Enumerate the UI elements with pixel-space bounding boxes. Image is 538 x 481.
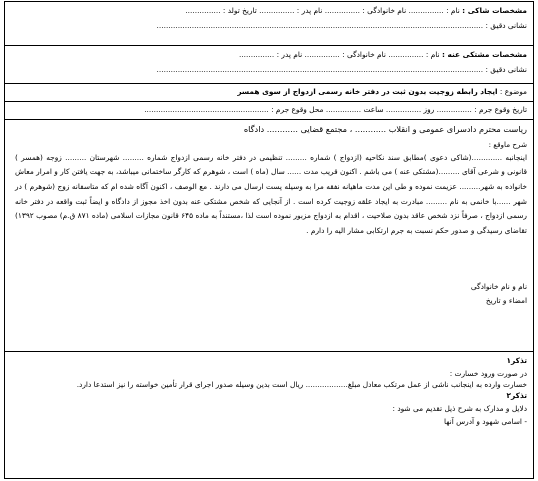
signature-date-label: امضاء و تاریخ: [485, 296, 527, 306]
defendant-address-dots: ...........................................................................................................................................: [156, 64, 484, 74]
notes-section: [5, 352, 533, 427]
crime-info-section: [5, 102, 533, 120]
defendant-address-row: [11, 65, 527, 75]
complaint-paragraph: اینجانبه .............(شاکی دعوی )مطابق سند نکاحیه (ازدواج ) شماره ......... تنظیمی در دفتر خانه رسمی ازدواج شماره ......... شهرستان ......... زوجه (همسر ) قانونی و شرعی آقای .........(مشتکی عنه ) می باشم . اکنون قریب مدت ...... سال (ماه ) است ، شوهرم که کارگر ساختمانی میباشد، به جهت یافتن کار و امرار معاش خانواده به شهر......... عزیمت نموده و طی این مدت ماهیانه نفقه مرا به وسیله پست ارسال می دارند . مع الوصف ، اکنون آگاه شده ام که متاسفانه زوج (شوهرم ) در شهر ......با خانمی به نام ......... مبادرت به ایجاد علقه زوجیت کرده است . از آنجایی که شخص مشتکی عنه بدون اخذ مجوز از دادگاه و ایضاً ثبت واقعه در دفتر خانه رسمی ازدواج ، صرفاً نزد شخص عاقد بدون صلاحیت ، اقدام به ازدواج مزبور نموده است لذا ،مستنداً به ماده ۶۴۵ قانون مجازات اسلامی (ماده ۸۷۱ ق.م) مصوب ۱۳۹۲) تقاضای رسیدگی و صدور حکم نسبت به جرم ارتکابی مشار الیه را دارم .: [15, 152, 527, 235]
plaintiff-section: [5, 2, 533, 46]
plaintiff-birth-date-label: تاریخ تولد :: [222, 6, 257, 15]
note1-line2: خسارت وارده به اینجانب ناشی از عمل مرتکب معادل مبلغ.................. ریال است بدین وسیله صدور اجرای قرار تأمین خواسته را نیز استدعا دارد.: [76, 379, 527, 389]
note2-title: [11, 391, 527, 401]
defendant-address-label: نشانی دقیق :: [485, 64, 527, 74]
note1-title-text: تذکر۱: [506, 356, 527, 365]
crime-day-label: روز: [423, 105, 435, 114]
signature-block: [11, 280, 527, 308]
note2-title-text: تذکر۲: [506, 391, 527, 401]
plaintiff-row: مشخصات شاکی : نام : ............... نام خانوادگی : ............... نام پدر : ............... تاریخ تولد : ...............: [185, 6, 527, 15]
defendant-heading: مشخصات مشتکی عنه :: [441, 50, 527, 59]
crime-place-label: محل وقوع جرم :: [271, 105, 324, 114]
crime-hour-label: ساعت: [363, 105, 384, 114]
plaintiff-father-name-label: نام پدر :: [296, 6, 323, 15]
defendant-first-name-label: نام :: [425, 50, 440, 59]
details-label: شرح ماوقع :: [488, 140, 527, 150]
note1-line1: در صورت ورود خسارت :: [449, 368, 527, 378]
subject-section: [5, 84, 533, 102]
plaintiff-address-dots: ...........................................................................................................................................: [156, 20, 484, 30]
note1-title: [11, 356, 527, 366]
crime-place-dots: .....................................................: [144, 105, 269, 114]
plaintiff-last-name-label: نام خانوادگی :: [362, 6, 407, 15]
defendant-father-name-label: نام پدر :: [276, 50, 303, 59]
defendant-row: مشخصات مشتکی عنه : نام : ............... نام خانوادگی : ............... نام پدر : ...............: [238, 50, 527, 59]
signature-name-label: نام و نام خانوادگی: [470, 282, 527, 292]
defendant-section: [5, 46, 533, 84]
subject-text: ایجاد رابطه زوجیت بدون ثبت در دفتر خانه رسمی ازدواج از سوی همسر: [237, 87, 498, 96]
crime-date-label: تاریخ وقوع جرم :: [474, 105, 527, 114]
crime-info-row: تاریخ وقوع جرم : ............... روز ............... ساعت ............... محل وقوع جرم : .....................................................: [144, 105, 527, 114]
salutation: ریاست محترم دادسرای عمومی و انقلاب: [388, 124, 527, 134]
subject-row: [11, 87, 527, 97]
plaintiff-address-label: نشانی دقیق :: [485, 20, 527, 30]
defendant-last-name-label: نام خانوادگی :: [342, 50, 386, 59]
court-branch: دادگاه: [243, 124, 265, 134]
subject-label: موضوع :: [499, 87, 527, 96]
complaint-form: [4, 1, 534, 479]
plaintiff-first-name-label: نام :: [446, 6, 460, 15]
plaintiff-address-row: [11, 21, 527, 31]
judicial-complex: ، مجتمع قضایی: [300, 124, 353, 134]
note2-line1: دلایل و مدارک به شرح ذیل تقدیم می شود :: [392, 404, 527, 414]
plaintiff-heading: مشخصات شاکی :: [462, 6, 527, 15]
complaint-body: [5, 120, 533, 352]
note2-line2: - اسامی شهود و آدرس آنها: [443, 417, 527, 427]
salutation-line: ریاست محترم دادسرای عمومی و انقلاب ............ ، مجتمع قضایی ............ دادگاه: [243, 124, 527, 134]
